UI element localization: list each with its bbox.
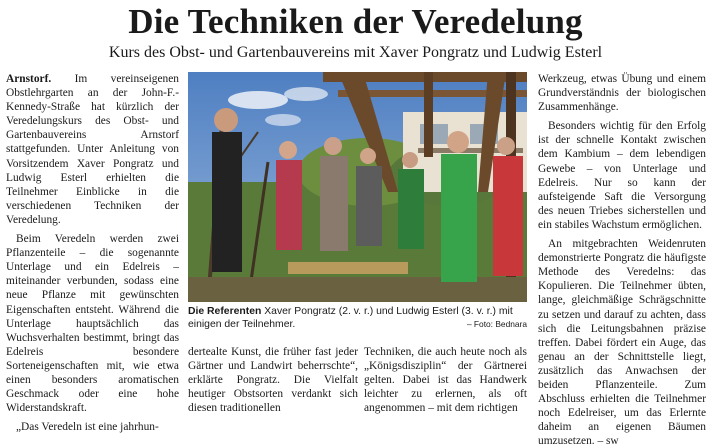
paragraph-3-continued-2: Techniken, die auch heute noch als „Königsdisziplin“ der Gärtnerei gelten. Dabei ist das Handwerk leichter zu erlernen, als oft angenommen – mit dem richtigen	[364, 346, 527, 415]
text-column-4	[538, 72, 706, 448]
caption-lead: Die Referenten	[188, 306, 262, 317]
paragraph-1-text: Im vereinseigenen Obstlehrgarten an der John-F.-Kennedy-Straße hat kürzlich der Veredelungskurs des Obst- und Gartenbauvereins Arnstorf stattgefunden. Unter Anleitung von Vorsitzendem Xaver Pongratz und Ludwig Esterl erhielten die Teilnehmer Einblicke in die verschiedenen Techniken der Veredelung.	[6, 73, 179, 226]
photo-credit: – Foto: Bednara	[466, 319, 527, 329]
dateline: Arnstorf.	[6, 73, 52, 85]
paragraph-3-start: „Das Veredeln ist eine jahrhun-	[16, 421, 159, 434]
paragraph-4: Besonders wichtig für den Erfolg ist der schnelle Kontakt zwischen dem Kambium – dem lebendigen Gewebe – von Unterlage und Edelreis. Nur so kann der aufsteigende Saft die Versorgung des neuen Triebes sicherstellen und ein stabiles Wachstum ermöglichen.	[538, 120, 706, 231]
paragraph-3-end: Werkzeug, etwas Übung und einem Grundverständnis der biologischen Zusammenhänge.	[538, 73, 706, 114]
caption-text: Xaver Pongratz (2. v. r.) und Ludwig Esterl (3. v. r.) mit einigen der Teilnehmer.	[188, 306, 513, 330]
paragraph-5: An mitgebrachten Weidenruten demonstrierte Pongratz die häufigste Methode des Veredelns: das Kopulieren. Die Teilnehmer übten, lange, gleichmäßige Schrägschnitte zu setzen und darauf zu achten, dass sich die Leitungsbahnen präzise treffen. Dabei fördert ein Auge, das genau an der Schnittstelle liegt, zusätzlich das Anwachsen der beiden Pflanzenteile. Zum Abschluss erhielten die Teilnehmer noch Edelreiser, um das Erlernte daheim an eigenen Bäumen umzusetzen. – sw	[538, 238, 706, 448]
text-column-3	[364, 345, 527, 415]
subheadline: Kurs des Obst- und Gartenbauvereins mit Xaver Pongratz und Ludwig Esterl	[108, 44, 603, 61]
paragraph-3-continued: dertealte Kunst, die früher fast jeder Gärtner und Landwirt beherrschte“, erklärte Pongratz. Die Vielfalt heutiger Obstsorten verdankt sich diesen traditionellen	[188, 346, 358, 415]
paragraph-2: Beim Veredeln werden zwei Pflanzenteile – die sogenannte Unterlage und ein Edelreis – miteinander verbunden, sodass eine neue Pflanze mit gewünschten Eigenschaften entsteht. Während die Unterlage hauptsächlich das Wuchsverhalten bestimmt, bringt das Edelreis besondere Sorteneigenschaften mit, wie etwa einen besonders aromatischen Geschmack oder eine hohe Widerstandskraft.	[6, 233, 179, 415]
article-photo	[188, 72, 527, 302]
text-column-1	[6, 72, 179, 434]
text-column-2	[188, 345, 358, 415]
headline: Die Techniken der Veredelung	[128, 2, 583, 41]
photo-caption	[188, 305, 527, 331]
paragraph-1	[6, 72, 179, 227]
